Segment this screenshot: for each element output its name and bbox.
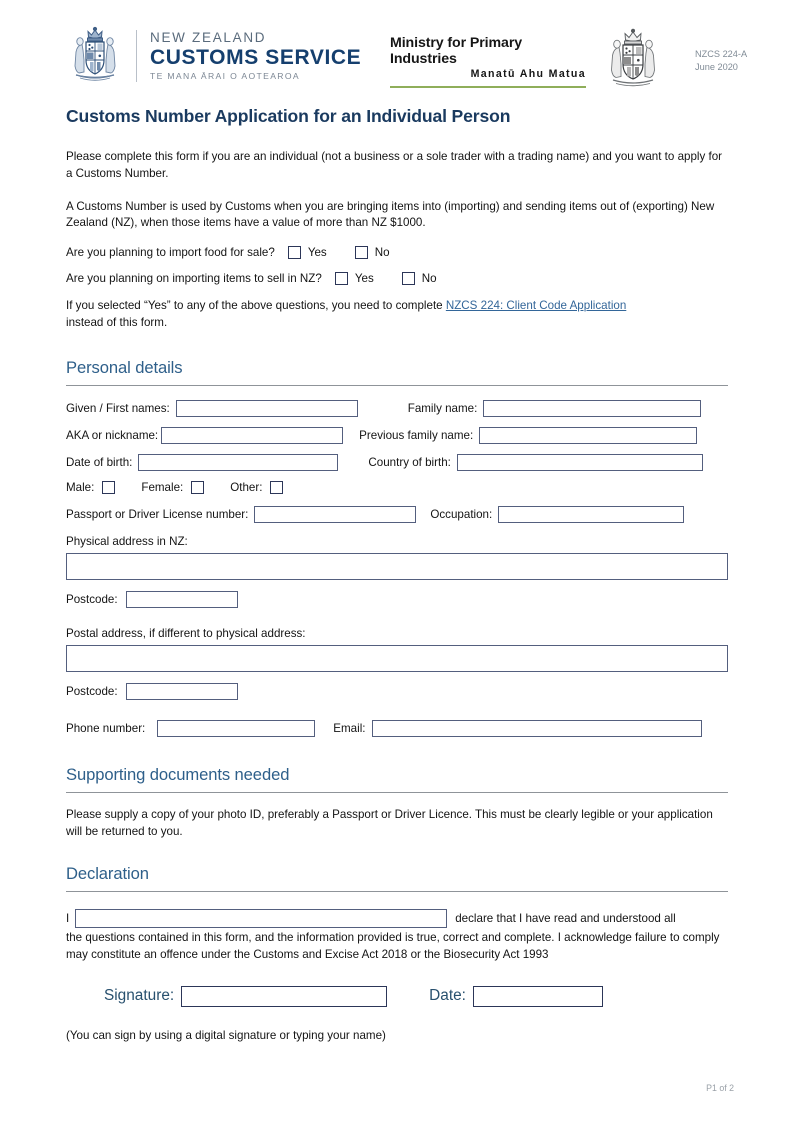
label-female: Female: (141, 480, 184, 494)
mpi-logo-line-1: Ministry for Primary Industries (390, 35, 523, 67)
question-import-food-no-option[interactable] (355, 246, 390, 259)
input-passport-or-licence[interactable] (254, 506, 416, 523)
question-import-to-sell-yes-option[interactable] (335, 272, 374, 285)
question-import-food-yes-option[interactable] (288, 246, 327, 259)
document-content (66, 106, 728, 1042)
question-import-food-label: Are you planning to import food for sale? (66, 246, 275, 260)
section-heading-supporting-documents: Supporting documents needed (66, 764, 290, 784)
label-physical-address: Physical address in NZ: (66, 534, 188, 548)
row-id-occupation (66, 506, 728, 523)
customs-wordmark (150, 31, 361, 81)
nz-coat-of-arms-icon (64, 26, 126, 86)
label-family-name: Family name: (407, 401, 478, 415)
row-aka (66, 427, 728, 444)
question-import-food-yes-label: Yes (307, 246, 327, 260)
input-family-name[interactable] (483, 400, 701, 417)
checkbox-icon[interactable] (402, 272, 415, 285)
form-code: NZCS 224-A (695, 49, 748, 59)
input-email[interactable] (372, 720, 702, 737)
input-declarant-name[interactable] (75, 909, 447, 928)
customs-logo-line-3: TE MANA ĀRAI O AOTEAROA (150, 71, 300, 82)
label-postcode-postal: Postcode: (66, 684, 118, 698)
label-other: Other: (230, 480, 263, 494)
section-heading-personal-details: Personal details (66, 357, 183, 377)
document-header (0, 0, 800, 96)
input-date[interactable] (473, 986, 603, 1007)
checkbox-icon[interactable] (288, 246, 301, 259)
declaration-after-name-text: declare that I have read and understood all (455, 912, 676, 926)
checkbox-icon[interactable] (355, 246, 368, 259)
label-given-names: Given / First names: (66, 401, 170, 415)
question-import-food-no-label: No (374, 246, 390, 260)
label-postcode-physical: Postcode: (66, 592, 118, 606)
nz-government-crest-icon (600, 28, 666, 90)
declaration-body-text: the questions contained in this form, and the information provided is true, correct and complete. I acknowledge failure to comply may constitute an offence under the Customs and Excise Act 2018 or the Biosecurity Act 1993 (66, 931, 720, 962)
row-names (66, 400, 728, 417)
row-postcode-physical (66, 591, 728, 608)
input-phone[interactable] (157, 720, 315, 737)
declaration-name-line (66, 909, 728, 928)
input-occupation[interactable] (498, 506, 684, 523)
gender-female-option[interactable] (141, 481, 204, 494)
row-gender (66, 481, 728, 494)
row-signature-date (104, 986, 728, 1007)
redirect-note-after: instead of this form. (66, 315, 168, 329)
checkbox-icon[interactable] (102, 481, 115, 494)
input-given-names[interactable] (176, 400, 358, 417)
nz-customs-service-logo (64, 26, 361, 86)
input-postcode-physical[interactable] (126, 591, 238, 608)
input-postcode-postal[interactable] (126, 683, 238, 700)
mpi-logo-line-2: Manatū Ahu Matua (470, 68, 586, 81)
input-signature[interactable] (181, 986, 387, 1007)
intro-paragraph-1: Please complete this form if you are an individual (not a business or a sole trader with a trading name) and you want to apply for a Customs Number. (66, 150, 723, 180)
question-import-to-sell (66, 272, 728, 285)
gender-male-option[interactable] (66, 481, 115, 494)
page-footer (0, 1083, 734, 1093)
label-email: Email: (333, 721, 366, 735)
checkbox-icon[interactable] (191, 481, 204, 494)
signature-note: (You can sign by using a digital signature or typing your name) (66, 1028, 386, 1042)
input-date-of-birth[interactable] (138, 454, 338, 471)
page-title: Customs Number Application for an Individual Person (66, 106, 511, 126)
label-aka: AKA or nickname: (66, 428, 159, 442)
row-birth (66, 454, 728, 471)
page-indicator: P1 of 2 (706, 1083, 734, 1093)
checkbox-icon[interactable] (335, 272, 348, 285)
label-occupation: Occupation: (430, 507, 493, 521)
row-postcode-postal (66, 683, 728, 700)
section-heading-declaration: Declaration (66, 864, 149, 884)
label-date-of-birth: Date of birth: (66, 455, 133, 469)
declaration-i-letter: I (66, 912, 70, 926)
question-import-to-sell-label: Are you planning on importing items to sell in NZ? (66, 272, 322, 286)
input-country-of-birth[interactable] (457, 454, 703, 471)
label-signature: Signature: (104, 987, 175, 1005)
input-previous-family-name[interactable] (479, 427, 697, 444)
supporting-documents-text: Please supply a copy of your photo ID, preferably a Passport or Driver Licence. This must be clearly legible or your application will be returned to you. (66, 807, 713, 838)
form-reference (695, 48, 747, 75)
gender-other-option[interactable] (230, 481, 283, 494)
input-aka[interactable] (161, 427, 343, 444)
question-import-to-sell-no-label: No (421, 272, 437, 286)
checkbox-icon[interactable] (270, 481, 283, 494)
label-phone: Phone number: (66, 721, 146, 735)
section-divider (66, 385, 728, 386)
logo-divider (136, 30, 137, 82)
question-import-food (66, 246, 728, 259)
label-postal-address: Postal address, if different to physical address: (66, 626, 306, 640)
row-phone-email (66, 720, 728, 737)
section-divider (66, 891, 728, 892)
customs-logo-line-1: NEW ZEALAND (150, 29, 267, 45)
question-import-to-sell-no-option[interactable] (402, 272, 437, 285)
form-date: June 2020 (695, 62, 738, 73)
mpi-green-rule (390, 86, 586, 88)
intro-paragraph-2: A Customs Number is used by Customs when you are bringing items into (importing) and sending items out of (exporting) New Zealand (NZ), when those items have a value of more than NZ $1000. (66, 199, 715, 230)
label-country-of-birth: Country of birth: (368, 455, 451, 469)
label-male: Male: (66, 480, 95, 494)
question-import-to-sell-yes-label: Yes (354, 272, 374, 286)
mpi-logo (390, 36, 586, 88)
input-postal-address[interactable] (66, 645, 728, 672)
nzcs-224-client-code-application-link[interactable]: NZCS 224: Client Code Application (445, 299, 627, 313)
label-previous-family-name: Previous family name: (359, 428, 474, 442)
input-physical-address[interactable] (66, 553, 728, 580)
section-divider (66, 792, 728, 793)
customs-logo-line-2: CUSTOMS SERVICE (150, 46, 362, 70)
label-passport-or-licence: Passport or Driver License number: (66, 507, 249, 521)
redirect-note (66, 298, 728, 332)
redirect-note-before: If you selected “Yes” to any of the above questions, you need to complete (66, 299, 446, 313)
label-date: Date: (429, 987, 466, 1005)
